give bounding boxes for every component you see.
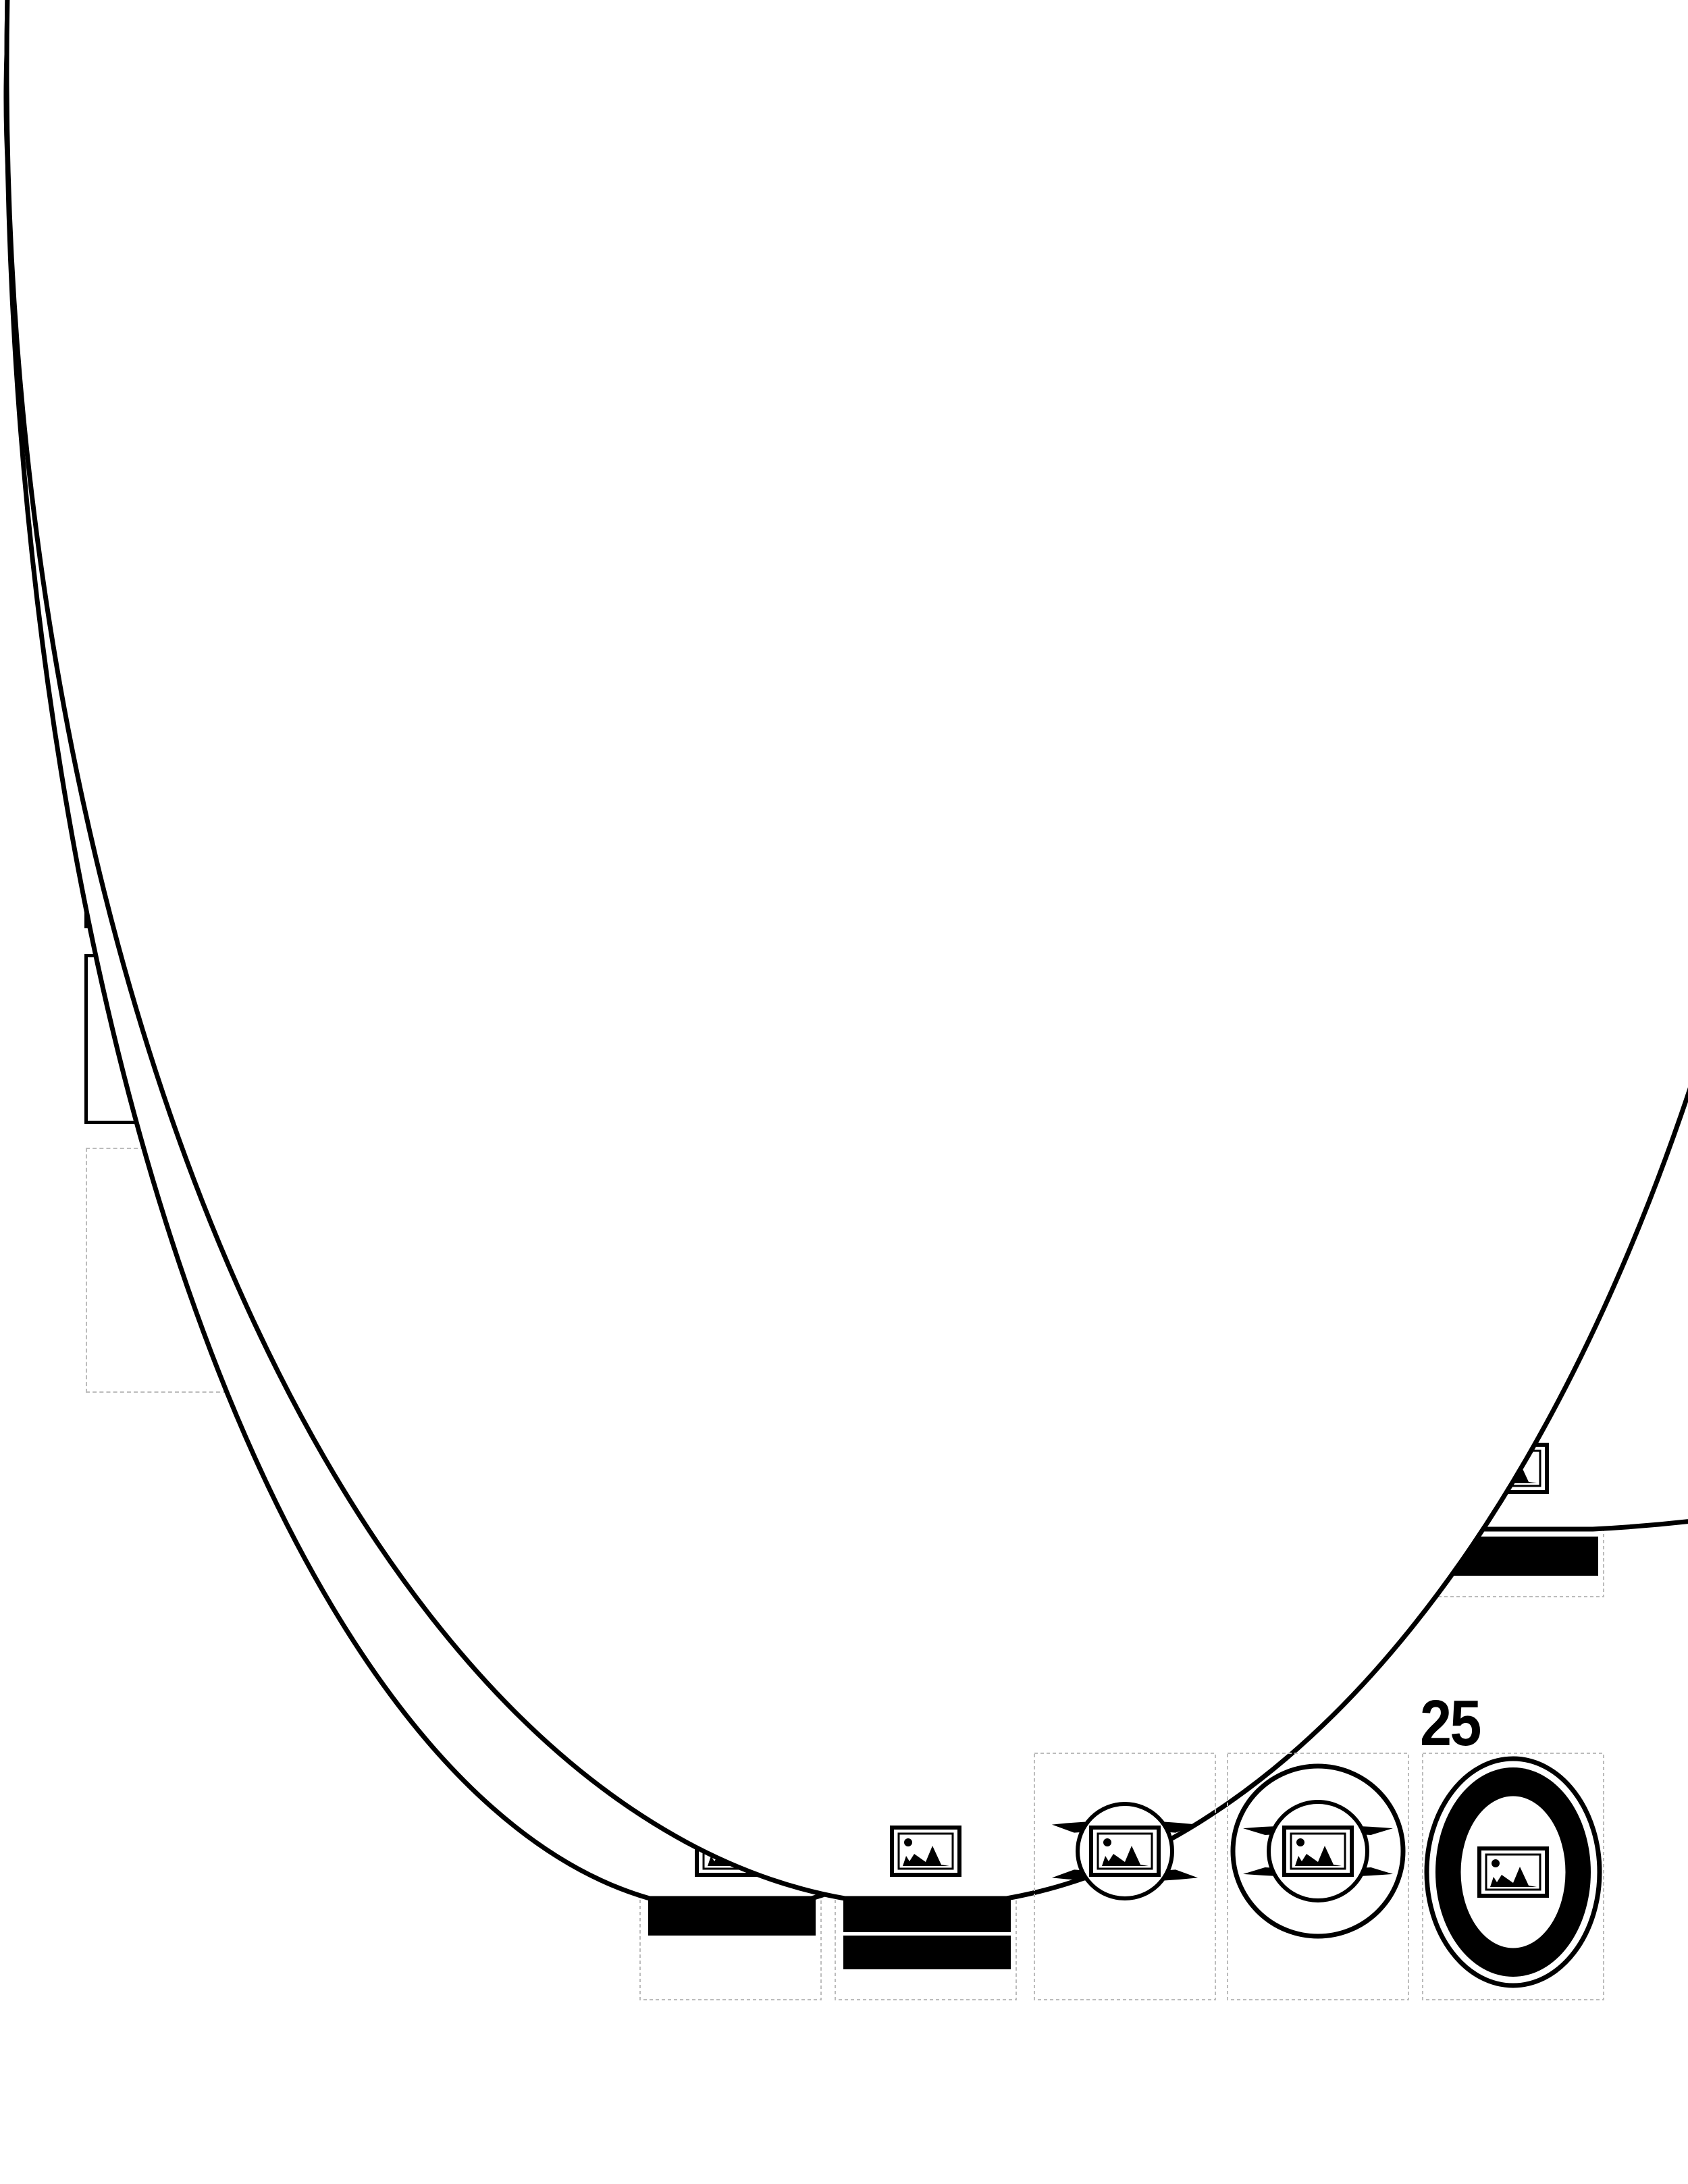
layout-25 — [1423, 1753, 1604, 2000]
image-icon-sun — [1103, 1838, 1111, 1846]
text-block — [648, 1898, 816, 1936]
layout-number-25: 25 — [1420, 1687, 1480, 1759]
image-icon — [1479, 1848, 1547, 1896]
graphic-globe — [7, 0, 1688, 1898]
image-icon — [892, 1828, 959, 1875]
image-icon — [1091, 1828, 1159, 1875]
image-icon-sun — [1492, 1859, 1500, 1867]
text-block — [843, 1898, 1011, 1932]
text-block — [843, 1936, 1011, 1969]
image-icon — [1284, 1828, 1352, 1875]
image-icon-sun — [904, 1838, 912, 1846]
layout-24 — [1228, 1753, 1408, 2000]
layout-22 — [7, 0, 1688, 2000]
image-icon-sun — [1296, 1838, 1304, 1846]
